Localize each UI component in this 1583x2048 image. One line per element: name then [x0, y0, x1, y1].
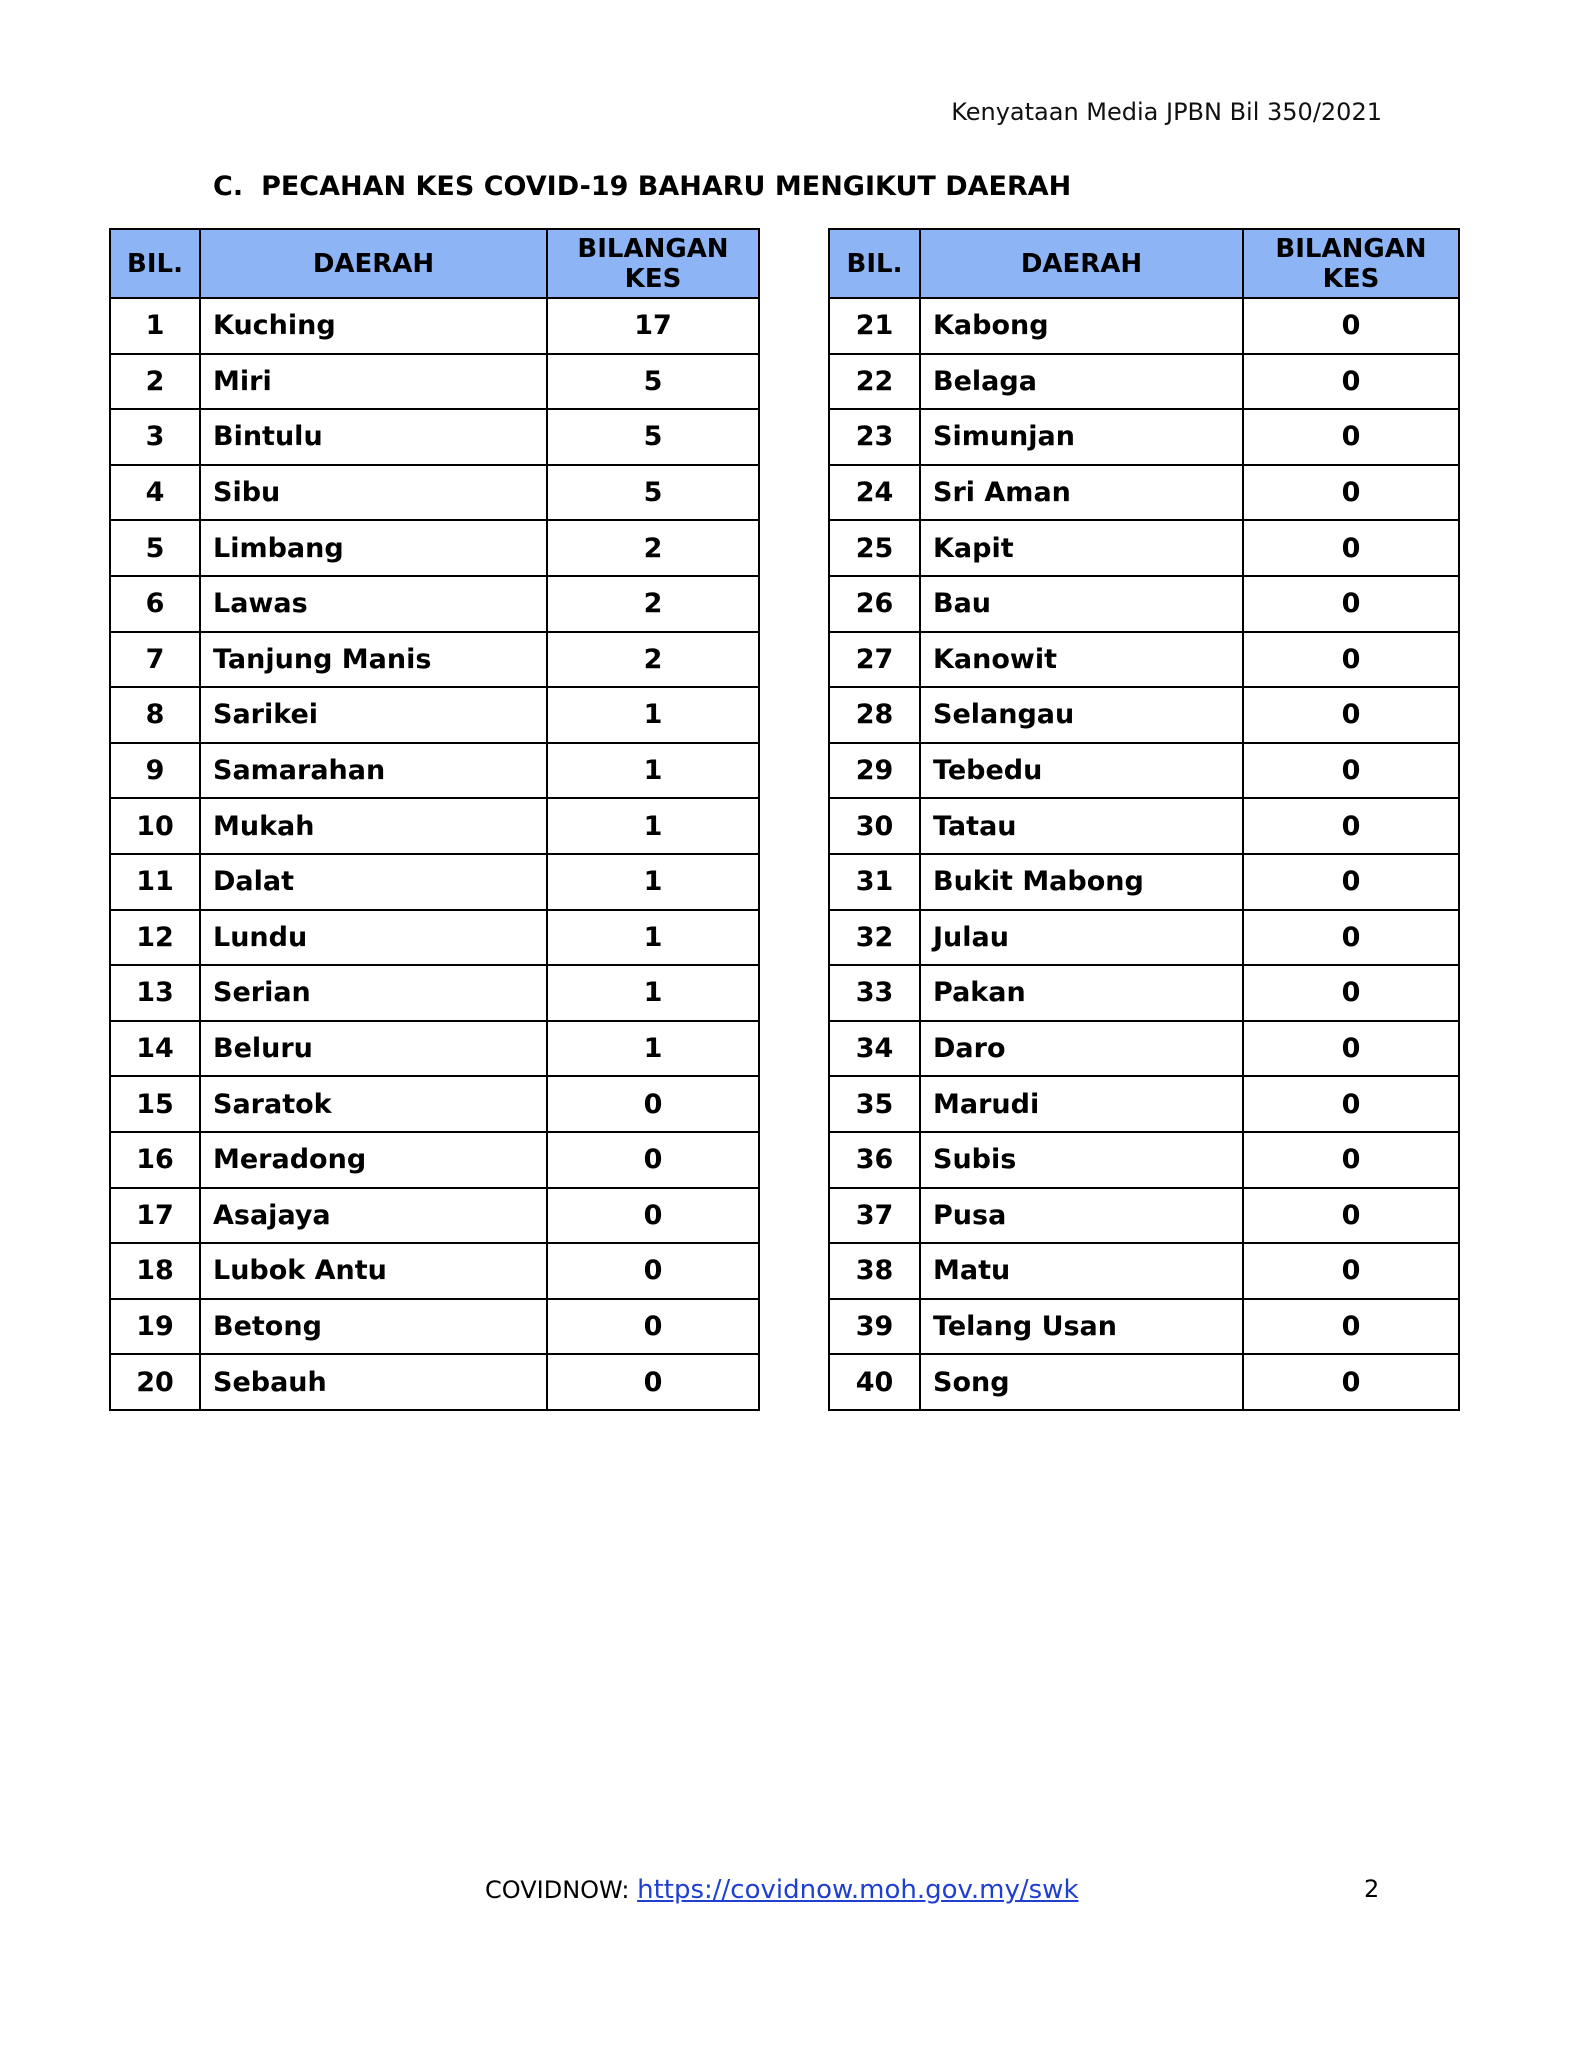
cell-kes: 1	[547, 854, 759, 910]
cell-kes: 0	[547, 1354, 759, 1410]
cell-bil: 16	[110, 1132, 200, 1188]
cell-kes: 0	[1243, 1021, 1459, 1077]
cell-bil: 25	[829, 520, 920, 576]
cell-kes: 0	[1243, 1132, 1459, 1188]
cell-daerah: Simunjan	[920, 409, 1243, 465]
cell-daerah: Telang Usan	[920, 1299, 1243, 1355]
cell-bil: 10	[110, 798, 200, 854]
cell-daerah: Sibu	[200, 465, 547, 521]
cell-bil: 12	[110, 910, 200, 966]
cell-daerah: Julau	[920, 910, 1243, 966]
cell-kes: 0	[1243, 1299, 1459, 1355]
table-row	[829, 965, 1459, 1021]
column-header-bilangan-line2: KES	[1322, 263, 1380, 294]
table-row	[829, 743, 1459, 799]
table-row	[110, 1076, 759, 1132]
cell-daerah: Beluru	[200, 1021, 547, 1077]
cell-daerah: Serian	[200, 965, 547, 1021]
table-header-row	[110, 229, 759, 298]
cell-bil: 32	[829, 910, 920, 966]
table-row	[829, 1243, 1459, 1299]
cell-bil: 29	[829, 743, 920, 799]
table-row	[110, 409, 759, 465]
cell-kes: 0	[1243, 910, 1459, 966]
cell-kes: 0	[1243, 465, 1459, 521]
cell-daerah: Lubok Antu	[200, 1243, 547, 1299]
cell-kes: 0	[1243, 298, 1459, 354]
column-header-bil: BIL.	[829, 229, 920, 298]
cell-bil: 23	[829, 409, 920, 465]
document-reference: Kenyataan Media JPBN Bil 350/2021	[951, 98, 1382, 126]
cell-daerah: Kapit	[920, 520, 1243, 576]
cell-daerah: Matu	[920, 1243, 1243, 1299]
cell-bil: 34	[829, 1021, 920, 1077]
cell-daerah: Miri	[200, 354, 547, 410]
cell-kes: 0	[547, 1132, 759, 1188]
cell-bil: 11	[110, 854, 200, 910]
cell-daerah: Betong	[200, 1299, 547, 1355]
cell-bil: 28	[829, 687, 920, 743]
table-row	[829, 1132, 1459, 1188]
table-row	[110, 965, 759, 1021]
table-row	[110, 520, 759, 576]
table-row	[829, 520, 1459, 576]
cell-daerah: Mukah	[200, 798, 547, 854]
district-rows-left	[110, 298, 759, 1410]
table-row	[110, 687, 759, 743]
table-row	[110, 576, 759, 632]
cell-kes: 5	[547, 465, 759, 521]
column-header-bil: BIL.	[110, 229, 200, 298]
cell-bil: 21	[829, 298, 920, 354]
cell-kes: 5	[547, 409, 759, 465]
table-row	[829, 465, 1459, 521]
column-header-bilangan-line1: BILANGAN	[577, 233, 729, 264]
district-rows-right	[829, 298, 1459, 1410]
cell-kes: 0	[1243, 1243, 1459, 1299]
table-row	[829, 576, 1459, 632]
cell-daerah: Bintulu	[200, 409, 547, 465]
cell-daerah: Belaga	[920, 354, 1243, 410]
cell-bil: 4	[110, 465, 200, 521]
cell-daerah: Meradong	[200, 1132, 547, 1188]
table-row	[829, 1354, 1459, 1410]
column-header-bilangan-kes	[1243, 229, 1459, 298]
cell-bil: 3	[110, 409, 200, 465]
cell-bil: 24	[829, 465, 920, 521]
table-row	[110, 1354, 759, 1410]
table-row	[110, 354, 759, 410]
cell-bil: 35	[829, 1076, 920, 1132]
table-row	[829, 409, 1459, 465]
cell-daerah: Tatau	[920, 798, 1243, 854]
cell-daerah: Bau	[920, 576, 1243, 632]
cell-kes: 1	[547, 910, 759, 966]
cell-daerah: Pakan	[920, 965, 1243, 1021]
cell-kes: 1	[547, 1021, 759, 1077]
cell-daerah: Dalat	[200, 854, 547, 910]
cell-daerah: Kanowit	[920, 632, 1243, 688]
table-row	[829, 1021, 1459, 1077]
cell-kes: 0	[547, 1299, 759, 1355]
table-row	[829, 798, 1459, 854]
cell-kes: 1	[547, 965, 759, 1021]
table-row	[110, 910, 759, 966]
cell-kes: 0	[1243, 576, 1459, 632]
table-row	[829, 687, 1459, 743]
cell-daerah: Pusa	[920, 1188, 1243, 1244]
cell-kes: 0	[1243, 1188, 1459, 1244]
cell-bil: 7	[110, 632, 200, 688]
cell-kes: 5	[547, 354, 759, 410]
cell-daerah: Lawas	[200, 576, 547, 632]
cell-daerah: Subis	[920, 1132, 1243, 1188]
cell-daerah: Kuching	[200, 298, 547, 354]
cell-daerah: Tanjung Manis	[200, 632, 547, 688]
district-table-right	[828, 228, 1460, 1411]
cell-daerah: Sebauh	[200, 1354, 547, 1410]
cell-daerah: Sarikei	[200, 687, 547, 743]
cell-daerah: Asajaya	[200, 1188, 547, 1244]
cell-bil: 1	[110, 298, 200, 354]
cell-daerah: Marudi	[920, 1076, 1243, 1132]
cell-daerah: Saratok	[200, 1076, 547, 1132]
table-row	[829, 632, 1459, 688]
table-row	[829, 1076, 1459, 1132]
table-row	[110, 1021, 759, 1077]
cell-kes: 0	[1243, 798, 1459, 854]
table-row	[829, 1299, 1459, 1355]
table-row	[110, 1299, 759, 1355]
table-row	[110, 743, 759, 799]
cell-bil: 9	[110, 743, 200, 799]
table-row	[110, 1132, 759, 1188]
cell-kes: 1	[547, 798, 759, 854]
section-letter: C.	[213, 171, 244, 202]
column-header-daerah: DAERAH	[200, 229, 547, 298]
table-row	[110, 465, 759, 521]
cell-bil: 40	[829, 1354, 920, 1410]
table-row	[829, 854, 1459, 910]
table-row	[829, 910, 1459, 966]
cell-bil: 37	[829, 1188, 920, 1244]
table-row	[110, 798, 759, 854]
cell-kes: 0	[547, 1076, 759, 1132]
cell-kes: 0	[1243, 409, 1459, 465]
page-number: 2	[1364, 1875, 1380, 1903]
cell-bil: 39	[829, 1299, 920, 1355]
cell-daerah: Limbang	[200, 520, 547, 576]
cell-bil: 2	[110, 354, 200, 410]
cell-bil: 17	[110, 1188, 200, 1244]
cell-bil: 15	[110, 1076, 200, 1132]
cell-kes: 0	[1243, 965, 1459, 1021]
cell-daerah: Sri Aman	[920, 465, 1243, 521]
section-title	[213, 171, 1071, 202]
table-row	[829, 298, 1459, 354]
cell-bil: 18	[110, 1243, 200, 1299]
cell-bil: 8	[110, 687, 200, 743]
cell-kes: 2	[547, 576, 759, 632]
cell-kes: 0	[1243, 354, 1459, 410]
cell-kes: 0	[1243, 854, 1459, 910]
footer-prefix: COVIDNOW:	[485, 1876, 638, 1904]
cell-daerah: Selangau	[920, 687, 1243, 743]
cell-kes: 0	[1243, 1354, 1459, 1410]
cell-bil: 30	[829, 798, 920, 854]
column-header-bilangan-line1: BILANGAN	[1275, 233, 1427, 264]
cell-bil: 33	[829, 965, 920, 1021]
cell-kes: 0	[547, 1188, 759, 1244]
cell-kes: 0	[547, 1243, 759, 1299]
cell-kes: 0	[1243, 632, 1459, 688]
column-header-daerah: DAERAH	[920, 229, 1243, 298]
cell-daerah: Song	[920, 1354, 1243, 1410]
covidnow-link[interactable]: https://covidnow.moh.gov.my/swk	[637, 1875, 1079, 1905]
cell-bil: 14	[110, 1021, 200, 1077]
cell-kes: 2	[547, 632, 759, 688]
table-row	[110, 632, 759, 688]
footer	[485, 1875, 1079, 1905]
table-row	[110, 298, 759, 354]
table-row	[829, 1188, 1459, 1244]
table-row	[110, 1188, 759, 1244]
cell-kes: 0	[1243, 687, 1459, 743]
table-header-row	[829, 229, 1459, 298]
district-table-left	[109, 228, 760, 1411]
cell-bil: 26	[829, 576, 920, 632]
cell-kes: 17	[547, 298, 759, 354]
column-header-bilangan-line2: KES	[624, 263, 682, 294]
cell-bil: 36	[829, 1132, 920, 1188]
cell-bil: 31	[829, 854, 920, 910]
table-row	[110, 1243, 759, 1299]
cell-daerah: Samarahan	[200, 743, 547, 799]
cell-bil: 13	[110, 965, 200, 1021]
cell-kes: 1	[547, 687, 759, 743]
cell-kes: 0	[1243, 1076, 1459, 1132]
cell-daerah: Kabong	[920, 298, 1243, 354]
table-row	[110, 854, 759, 910]
section-title-text: PECAHAN KES COVID-19 BAHARU MENGIKUT DAERAH	[261, 171, 1072, 202]
cell-daerah: Lundu	[200, 910, 547, 966]
cell-bil: 38	[829, 1243, 920, 1299]
cell-bil: 5	[110, 520, 200, 576]
cell-kes: 0	[1243, 743, 1459, 799]
cell-daerah: Daro	[920, 1021, 1243, 1077]
table-row	[829, 354, 1459, 410]
cell-bil: 22	[829, 354, 920, 410]
cell-bil: 20	[110, 1354, 200, 1410]
cell-bil: 19	[110, 1299, 200, 1355]
cell-kes: 2	[547, 520, 759, 576]
cell-bil: 6	[110, 576, 200, 632]
cell-bil: 27	[829, 632, 920, 688]
cell-kes: 0	[1243, 520, 1459, 576]
cell-kes: 1	[547, 743, 759, 799]
cell-daerah: Bukit Mabong	[920, 854, 1243, 910]
column-header-bilangan-kes	[547, 229, 759, 298]
cell-daerah: Tebedu	[920, 743, 1243, 799]
